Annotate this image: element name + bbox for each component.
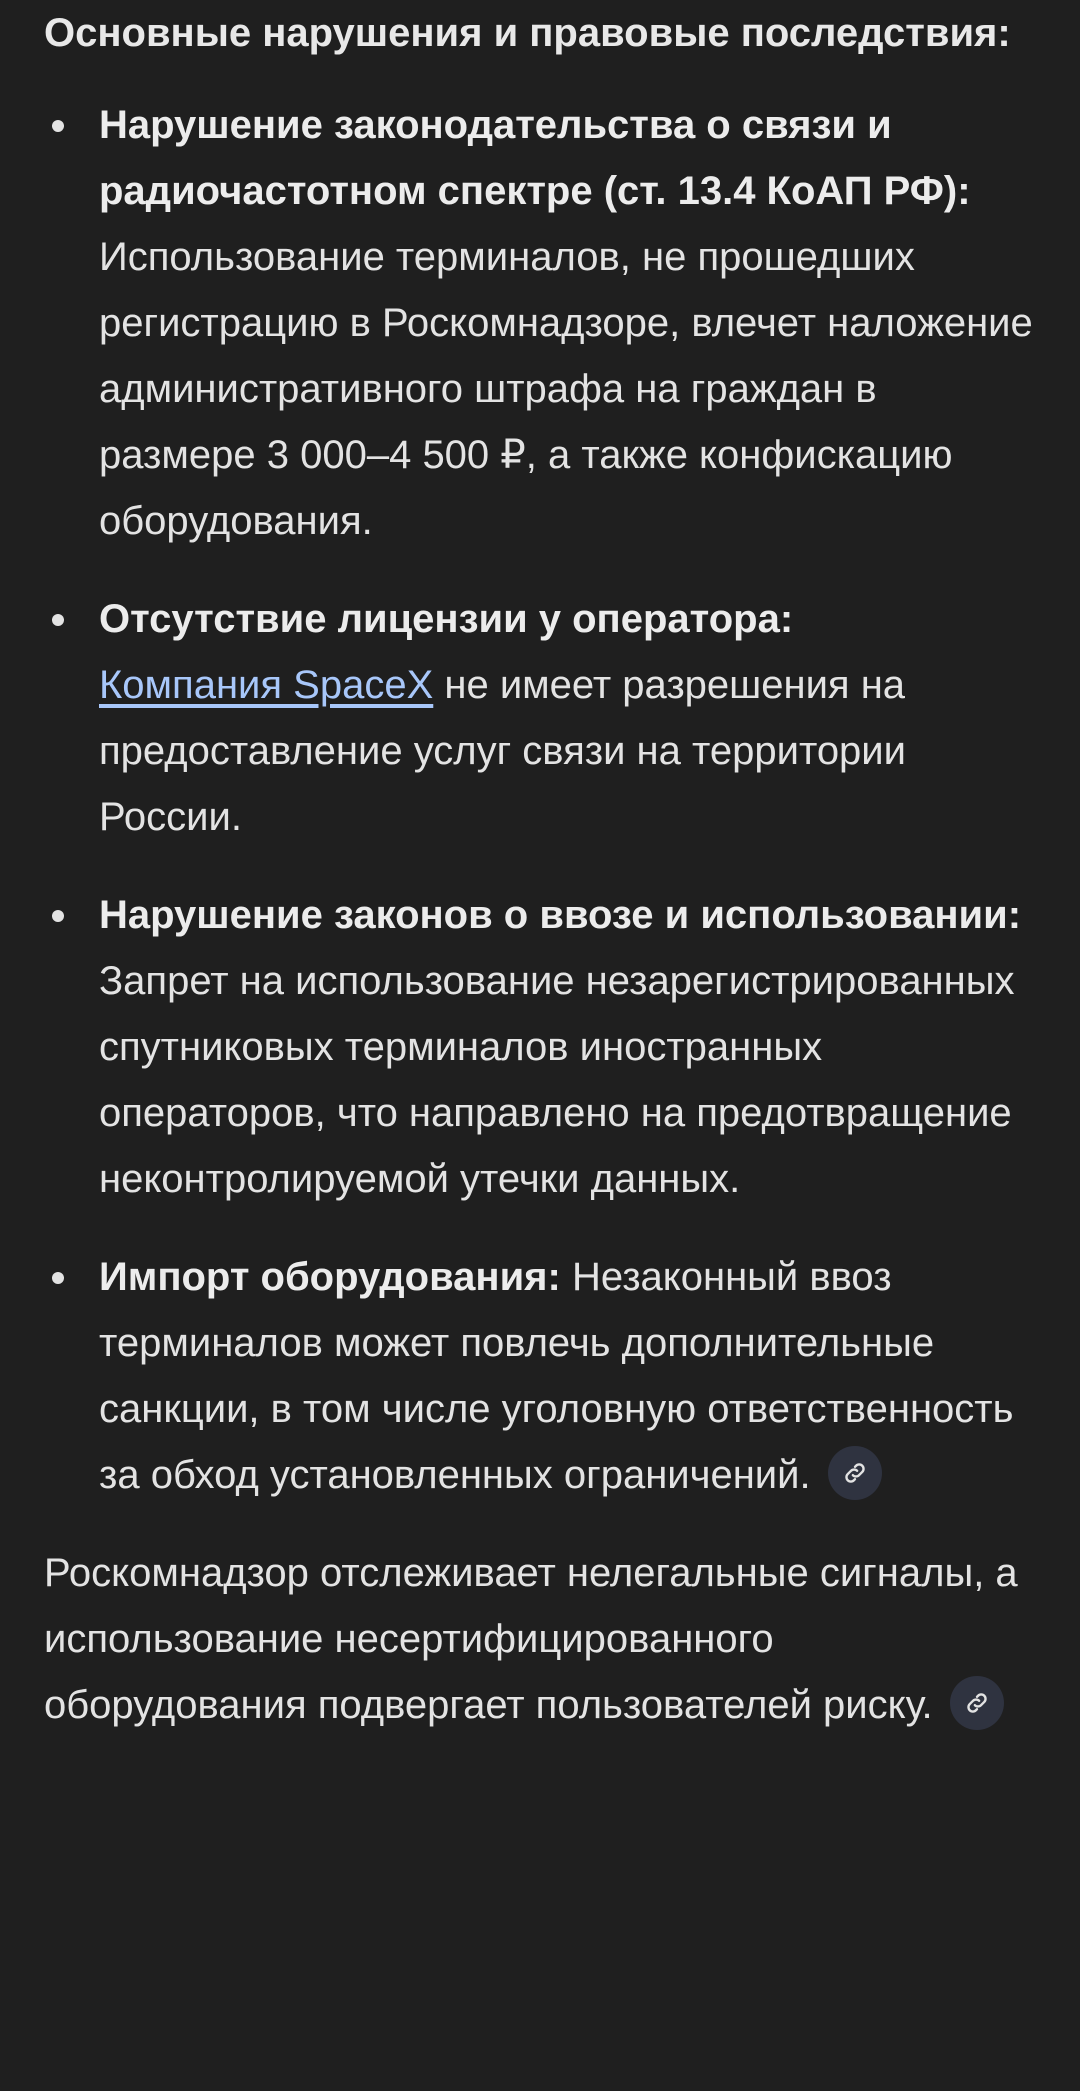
response-content: [44, 0, 1040, 1738]
link-icon: [842, 1460, 868, 1486]
bullet-dot: [52, 1272, 64, 1284]
item-title: Отсутствие лицензии у оператора:: [99, 597, 794, 641]
bullet-dot: [52, 120, 64, 132]
list-item: [44, 586, 1040, 850]
bullet-dot: [52, 910, 64, 922]
bullet-dot: [52, 614, 64, 626]
item-text: не имеет разрешения на предоставление услуг связи на территории России.: [99, 663, 906, 839]
spacex-link[interactable]: Компания SpaceX: [99, 663, 434, 707]
item-text: Незаконный ввоз терминалов может повлечь дополнительные санкции, в том числе уголовную ответственность за обход установленных ограничений.: [99, 1255, 1014, 1497]
item-text: Использование терминалов, не прошедших регистрацию в Роскомнадзоре, влечет наложение административного штрафа на граждан в размере 3 000–4 500 ₽, а также конфискацию оборудования.: [99, 235, 1033, 543]
item-title: Нарушение законодательства о связи и радиочастотном спектре (ст. 13.4 КоАП РФ):: [99, 103, 971, 213]
item-title: Импорт оборудования:: [99, 1255, 561, 1299]
list-item: [44, 92, 1040, 554]
item-text: Запрет на использование незарегистрированных спутниковых терминалов иностранных операторов, что направлено на предотвращение неконтролируемой утечки данных.: [99, 959, 1015, 1201]
source-link-button[interactable]: [828, 1446, 882, 1500]
list-item: [44, 882, 1040, 1212]
violations-list: [44, 92, 1040, 1508]
item-title: Нарушение законов о ввозе и использовании:: [99, 893, 1022, 937]
link-icon: [964, 1690, 990, 1716]
summary-text: Роскомнадзор отслеживает нелегальные сигналы, а использование несертифицированного оборудования подвергает пользователей риску.: [44, 1551, 1018, 1727]
list-item: [44, 1244, 1040, 1508]
source-link-button[interactable]: [950, 1676, 1004, 1730]
section-heading: Основные нарушения и правовые последствия:: [44, 11, 1011, 55]
summary-paragraph: [44, 1540, 1040, 1738]
